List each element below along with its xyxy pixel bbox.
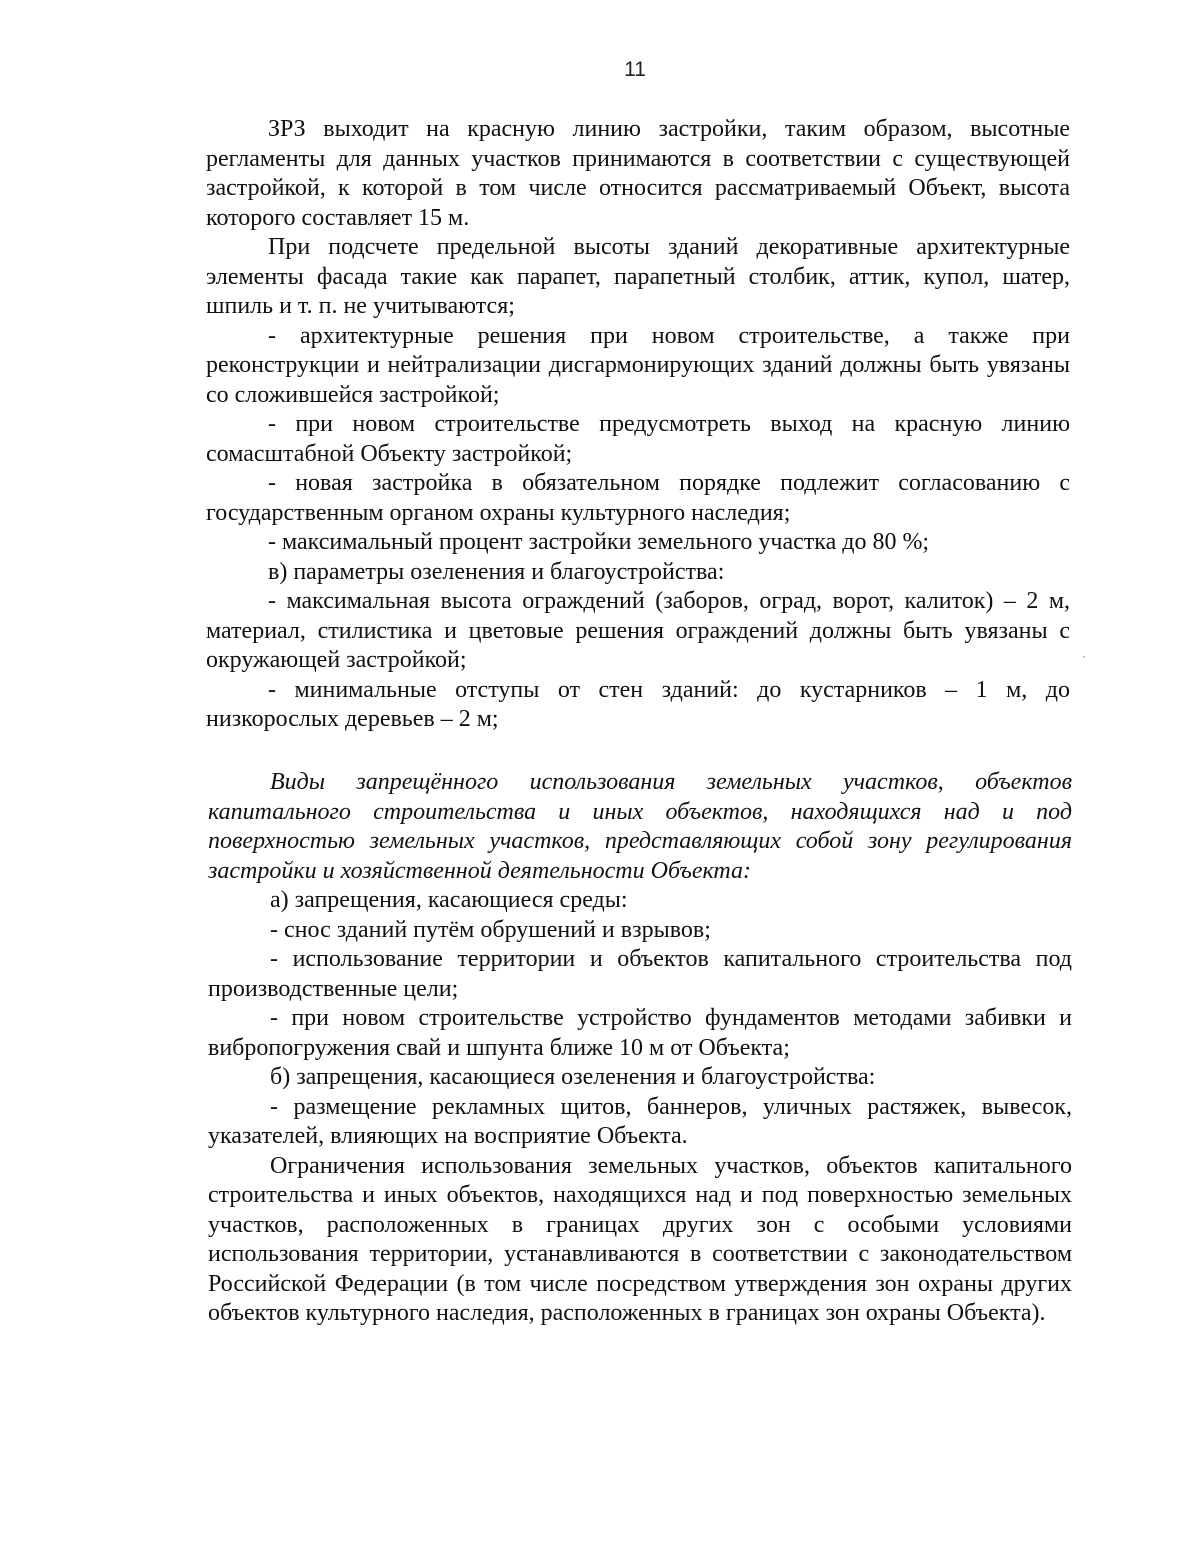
paragraph-other-zone-restrictions: Ограничения использования земельных участков, объектов капитального строительства и иных объектов, находящихся над и под поверхностью земельных участков, расположенных в границах других зон с особыми условиями использования территории, устанавливаются в соответствии с законодательством Российской Федерации (в том числе посредством утверждения зон охраны других объектов культурного наследия, расположенных в границах зон охраны Объекта).	[208, 1152, 1072, 1326]
list-item-red-line: - при новом строительстве предусмотреть выход на красную линию сомасштабной Объекту застройкой;	[206, 411, 1070, 467]
list-item-demolition: - снос зданий путём обрушений и взрывов;	[270, 916, 711, 943]
list-item-fence-height: - максимальная высота ограждений (заборов, оград, ворот, калиток) – 2 м, материал, стилистика и цветовые решения ограждений должны быть увязаны с окружающей застройкой;	[206, 588, 1070, 673]
list-item-industrial-use: - использование территории и объектов капитального строительства под производственные цели;	[208, 946, 1072, 1002]
document-body-top	[206, 115, 1070, 735]
list-item-foundations: - при новом строительстве устройство фундаментов методами забивки и вибропогружения свай и шпунта ближе 10 м от Объекта;	[208, 1005, 1072, 1061]
scan-speck-mark	[1083, 656, 1085, 658]
subheading-environment-prohibitions: а) запрещения, касающиеся среды:	[270, 887, 628, 913]
page-number: 11	[624, 58, 646, 81]
list-item-approval: - новая застройка в обязательном порядке подлежит согласованию с государственным органом охраны культурного наследия;	[206, 470, 1070, 526]
paragraph-height-calculation: При подсчете предельной высоты зданий декоративные архитектурные элементы фасада такие как парапет, парапетный столбик, аттик, купол, шатер, шпиль и т. п. не учитываются;	[206, 234, 1070, 319]
section-heading-prohibited-uses: Виды запрещённого использования земельных участков, объектов капитального строительства и иных объектов, находящихся над и под поверхностью земельных участков, представляющих собой зону регулирования застройки и хозяйственной деятельности Объекта:	[208, 769, 1072, 884]
list-item-architecture-decisions: - архитектурные решения при новом строительстве, а также при реконструкции и нейтрализации дисгармонирующих зданий должны быть увязаны со сложившейся застройкой;	[206, 322, 1070, 408]
document-body-bottom	[208, 768, 1072, 1329]
list-item-advertising: - размещение рекламных щитов, баннеров, уличных растяжек, вывесок, указателей, влияющих на восприятие Объекта.	[208, 1093, 1072, 1149]
list-item-max-coverage: - максимальный процент застройки земельного участка до 80 %;	[268, 529, 930, 555]
paragraph-height-regulations: ЗРЗ выходит на красную линию застройки, таким образом, высотные регламенты для данных участков принимаются в соответствии с существующей застройкой, к которой в том числе относится рассматриваемый Объект, высота которого составляет 15 м.	[206, 116, 1070, 231]
subheading-landscaping-params: в) параметры озеленения и благоустройства:	[268, 558, 725, 585]
list-item-min-setbacks: - минимальные отступы от стен зданий: до кустарников – 1 м, до низкорослых деревьев – 2 м;	[206, 676, 1070, 732]
subheading-landscaping-prohibitions: б) запрещения, касающиеся озеленения и благоустройства:	[270, 1064, 876, 1090]
